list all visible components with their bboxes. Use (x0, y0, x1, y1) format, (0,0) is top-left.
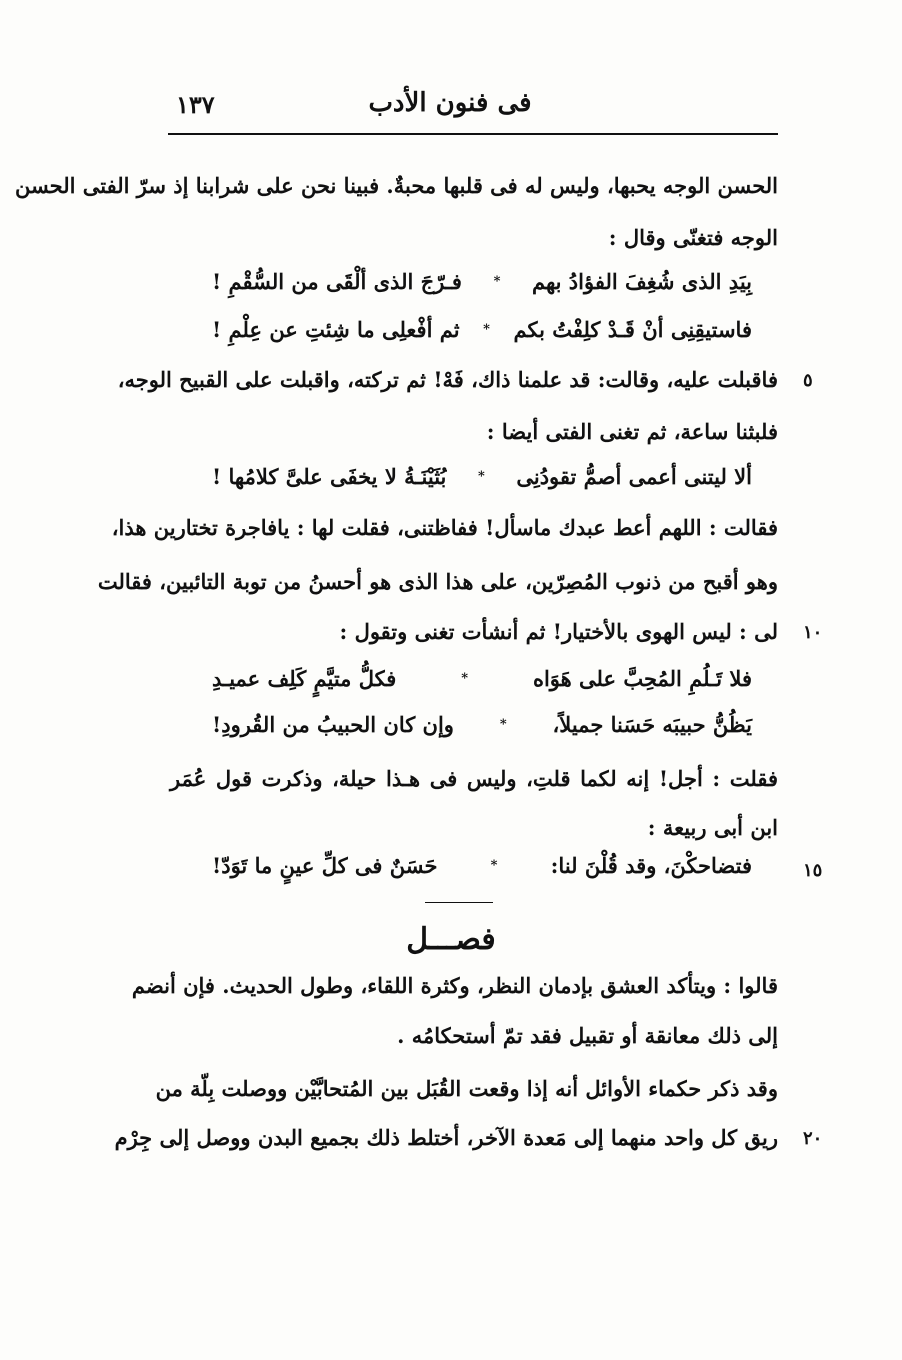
verse-hemistich-second: ثم أفْعلِى ما شِئتِ عن عِلْمِ ! (212, 317, 460, 342)
verse-separator: * (490, 858, 498, 873)
verse-separator: * (477, 469, 485, 484)
text-line: وهو أقبح من ذنوب المُصِرّين، على هذا الذى هو أحسنُ من توبة التائبين، فقالت (97, 569, 778, 594)
page-number: ١٣٧ (176, 90, 215, 119)
verse-hemistich-second: فكلُّ متيَّمٍ كَلِف عميـدِ (212, 666, 397, 691)
verse-hemistich-first: يَظُنُّ حبيبَه حَسَنا جميلاً، (552, 712, 752, 737)
text-line: فقلت : أجل! إنه لكما قلتِ، وليس فى هـذا حيلة، وذكرت قول عُمَر (170, 766, 778, 791)
verse-line (212, 268, 752, 296)
text-line: قالوا : ويتأكد العشق بإدمان النظر، وكثرة اللقاء، وطول الحديث. فإن أنضم (131, 973, 778, 998)
verse-separator: * (483, 322, 490, 337)
text-line: فلبثنا ساعة، ثم تغنى الفتى أيضا : (486, 419, 778, 444)
line-number: ٥ (803, 370, 813, 391)
verse-line (212, 316, 752, 344)
verse-separator: * (499, 717, 507, 732)
verse-line (212, 711, 752, 739)
verse-line (212, 665, 752, 693)
text-line: وقد ذكر حكماء الأوائل أنه إذا وقعت القُبَل بين المُتحابَّيْن ووصلت بِلّة من (155, 1076, 778, 1101)
verse-separator: * (493, 274, 501, 289)
verse-hemistich-second: فـرّجَ الذى ألْقَى من السُّقْمِ ! (212, 269, 462, 294)
text-line: فقالت : اللهم أعط عبدك ماسأل! ففاظتنى، فقلت لها : يافاجرة تختارين هذا، (111, 515, 778, 540)
text-line: الحسن الوجه يحبها، وليس له فى قلبها محبةٌ. فبينا نحن على شرابنا إذ سرّ الفتى الحسن (14, 173, 778, 198)
line-number: ٢٠ (803, 1128, 823, 1149)
text-line: ابن أبى ربيعة : (647, 815, 778, 840)
verse-hemistich-first: بِيَدِ الذى شُغِفَ الفؤادُ بهم (532, 269, 752, 294)
running-title: فى فنون الأدب (368, 88, 532, 118)
text-line: الوجه فتغنّى وقال : (608, 225, 778, 250)
line-number: ١٠ (803, 622, 823, 643)
verse-separator: * (461, 671, 469, 686)
verse-hemistich-first: فتضاحكْنَ، وقد قُلْنَ لنا: (550, 853, 752, 878)
verse-line (212, 852, 752, 880)
header-rule (168, 133, 778, 135)
verse-hemistich-second: وإن كان الحبيبُ من القُرودِ! (212, 712, 454, 737)
verse-hemistich-first: فلا تَـلُمِ المُحِبَّ على هَوَاه (532, 666, 752, 691)
section-rule (425, 902, 493, 903)
text-line: لى : ليس الهوى بالأختيار! ثم أنشأت تغنى وتقول : (339, 619, 778, 644)
verse-hemistich-first: ألا ليتنى أعمى أصمُّ تقودُنِى (516, 464, 752, 489)
text-line: ريق كل واحد منهما إلى مَعدة الآخر، أختلط ذلك بجميع البدن ووصل إلى جِرْم (114, 1125, 778, 1150)
verse-hemistich-second: بُثَيْنَـةُ لا يخفَى علىَّ كلامُها ! (212, 464, 447, 489)
verse-line (212, 463, 752, 491)
section-heading: فصـــل (406, 922, 496, 957)
text-line: إلى ذلك معانقة أو تقبيل فقد تمّ أستحكامُه . (397, 1023, 778, 1048)
line-number: ١٥ (803, 860, 823, 881)
verse-hemistich-second: حَسَنٌ فى كلِّ عينٍ ما تَوَدّ! (212, 853, 438, 878)
verse-hemistich-first: فاستيقِنِى أنْ قَـدْ كلِفْتُ بكم (513, 317, 752, 342)
text-line: فاقبلت عليه، وقالت: قد علمنا ذاك، فَهْ! ثم تركته، واقبلت على القبيح الوجه، (117, 367, 778, 392)
